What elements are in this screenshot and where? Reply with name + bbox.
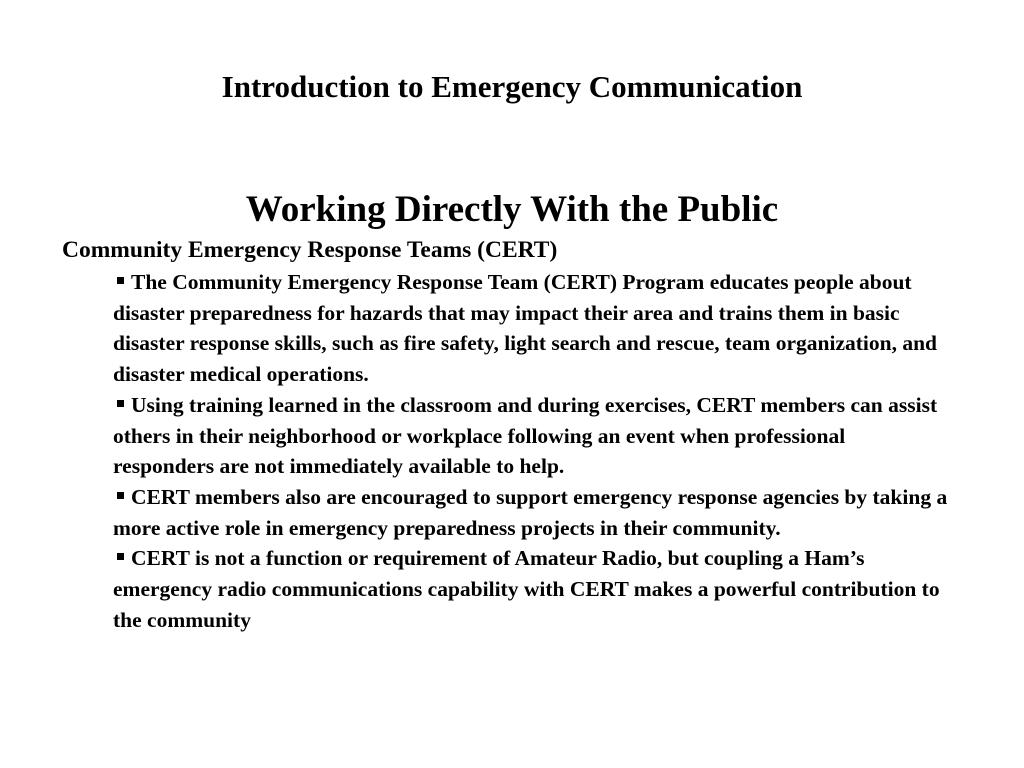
square-bullet-icon [117,553,124,560]
bullet-list [113,267,951,635]
bullet-item [113,267,951,390]
bullet-text: The Community Emergency Response Team (CERT) Program educates people about disaster preparedness for hazards that may impact their area and trains them in basic disaster response skills, such as fire safety, light search and rescue, team organization, and disaster medical operations. [113,270,937,387]
slide-title: Working Directly With the Public [245,189,779,230]
bullet-item [113,390,951,482]
bullet-text: CERT is not a function or requirement of Amateur Radio, but coupling a Ham’s emergency radio communications capability with CERT makes a powerful contribution to the community [113,546,940,632]
square-bullet-icon [117,277,124,284]
bullet-text: Using training learned in the classroom and during exercises, CERT members can assist others in their neighborhood or workplace following an event when professional responders are not immediately available to help. [113,392,938,479]
slide-header: Introduction to Emergency Communication [221,69,803,104]
section-heading: Community Emergency Response Teams (CERT) [62,237,558,263]
square-bullet-icon [117,400,124,407]
bullet-text: CERT members also are encouraged to support emergency response agencies by taking a more active role in emergency preparedness projects in their community. [113,484,948,540]
bullet-item [113,543,951,635]
square-bullet-icon [117,492,124,499]
bullet-item [113,482,951,543]
